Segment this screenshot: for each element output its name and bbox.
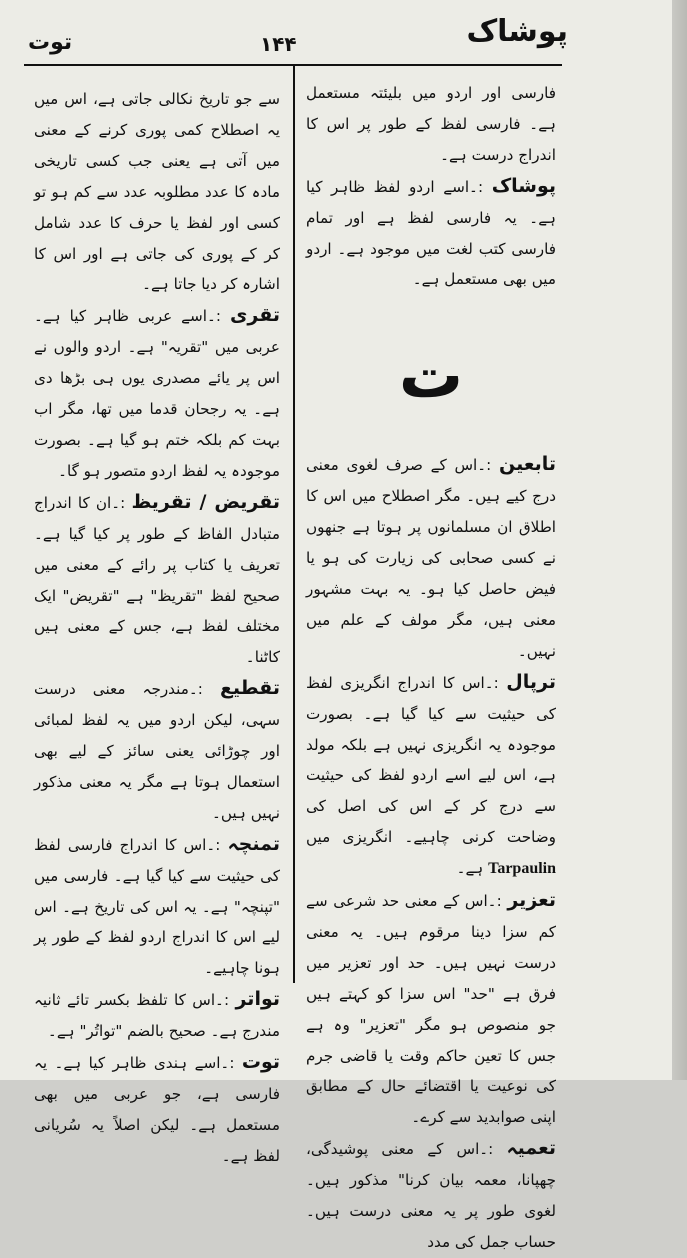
entry-headword: تقطیع xyxy=(219,677,280,700)
entry-text: :۔ان کا اندراج متبادل الفاظ کے طور پر کیا گیا ہے۔ تعریف یا کتاب پر رائے کے معنی میں صحیح لفظ "تقریظ" ہے "تقریض" ایک مختلف لفظ ہے، جس کے معنی ہیں کاٹنا۔ xyxy=(34,493,280,667)
entry-headword: تمنچہ xyxy=(227,832,280,855)
entry-headword: تعزیر xyxy=(507,889,556,912)
entry-text: :۔اس کے صرف لغوی معنی درج کیے ہیں۔ مگر اصطلاح میں اس کا اطلاق ان مسلمانوں پر ہوتا ہے جنھوں نے کسی صحابی کی زیارت کی ہو یا فیض حاصل کیا ہو۔ یہ بہت مشہور معنی ہیں، مگر مولف کے علم میں نہیں۔ xyxy=(306,456,556,660)
entry-headword: پوشاک xyxy=(491,174,557,197)
entry-tabiin xyxy=(306,449,556,666)
entry-tarpal xyxy=(306,667,556,885)
entry-tariif xyxy=(34,487,280,673)
right-column xyxy=(306,78,556,1258)
entry-continuation: فارسی اور اردو میں بلیئتہ مستعمل ہے۔ فارسی لفظ کے طور پر اس کا اندراج درست ہے۔ xyxy=(306,84,556,164)
english-word: Tarpaulin xyxy=(488,860,556,878)
entry-headword: تعمیہ xyxy=(506,1137,556,1160)
header-right-word: پوشاک xyxy=(466,14,568,49)
entry-toot xyxy=(34,1047,280,1172)
entry-text: :۔اس کا اندراج انگریزی لفظ کی حیثیت سے کیا گیا ہے۔ بصورت موجودہ یہ انگریزی نہیں ہے بلکہ مولد ہے، اس لیے اسے اردو لفظ کی حیثیت سے درج کر کے اس کی اصل کی وضاحت کرنی چاہیے۔ انگریزی میں xyxy=(306,673,556,847)
entry-text: :۔اس کے معنی پوشیدگی، چھپانا، معمہ بیان کرنا" مذکور ہیں۔ لغوی طور پر یہ معنی درست ہیں۔ حساب جمل کی مدد xyxy=(306,1140,556,1251)
header-left-word: توت xyxy=(28,30,73,55)
entry-headword: ترپال xyxy=(506,670,557,693)
entry-text: :۔اس کا تلفظ بکسر تائے ثانیہ مندرج ہے۔ صحیح بالضم "تواتُر" ہے۔ xyxy=(34,991,280,1041)
entry-text: :۔مندرجہ معنی درست سہی، لیکن اردو میں یہ لفظ لمبائی اور چوڑائی یعنی سائز کے لیے بھی استعمال ہوتا ہے مگر یہ معنی مذکور نہیں ہیں۔ xyxy=(34,680,280,822)
entry-poshak xyxy=(306,171,556,296)
entry-headword: تواتر xyxy=(235,988,280,1011)
entry-taqri xyxy=(34,300,280,486)
entry-taqtii xyxy=(34,673,280,829)
entry-headword: تقریض / تقریظ xyxy=(131,490,281,513)
running-header xyxy=(28,8,568,58)
entry-headword: تابعین xyxy=(499,453,556,476)
entry-continuation: سے جو تاریخ نکالی جاتی ہے، اس میں یہ اصطلاح کمی پوری کرنے کے معنی میں آتی ہے یعنی جب کسی تاریخی مادہ کا عدد مطلوبہ عدد سے کم ہو تو کسی اور لفظ یا حرف کا عدد شامل کر کے پوری کی جاتی ہے اور اس کا اشارہ کر دیا جاتا ہے۔ xyxy=(34,90,280,294)
column-divider xyxy=(293,66,295,983)
entry-text: :۔اس کے معنی حد شرعی سے کم سزا دینا مرقوم ہیں۔ یہ معنی درست نہیں ہیں۔ حد اور تعزیر میں فرق ہے "حد" اس سزا کو کہتے ہیں جو منصوص ہو مگر "تعزیر" وہ ہے جس کا تعین حاکم وقت یا قاضی جرم کی نوعیت یا اقتضائے حال کے مطابق اپنی صوابدید سے کرے۔ xyxy=(306,892,556,1127)
entry-text: :۔اسے عربی ظاہر کیا ہے۔ عربی میں "تقریہ" ہے۔ اردو والوں نے اس پر یائے مصدری یوں ہی بڑھا دی ہے۔ یہ رجحان قدما میں تھا، مگر اب بہت کم بلکہ ختم ہو گیا ہے۔ بصورت موجودہ یہ لفظ اردو متصور ہو گا۔ xyxy=(34,307,280,480)
entry-tawatur xyxy=(34,984,280,1047)
entry-tamiya xyxy=(306,1133,556,1258)
entry-headword: توت xyxy=(241,1051,280,1074)
entry-text: :۔اسے اردو لفظ ظاہر کیا ہے۔ یہ فارسی لفظ ہے اور تمام فارسی کتب لغت میں موجود ہے۔ اردو میں بھی مستعمل ہے۔ xyxy=(306,177,556,289)
section-letter: ت xyxy=(398,339,464,414)
entry-text: :۔اسے ہندی ظاہر کیا ہے۔ یہ فارسی ہے، جو عربی میں بھی مستعمل ہے۔ لیکن اصلاً یہ سُریانی لفظ ہے۔ xyxy=(34,1054,280,1165)
entry-tazir xyxy=(306,885,556,1133)
entry-text: :۔اس کا اندراج فارسی لفظ کی حیثیت سے کیا گیا ہے۔ فارسی میں "تپنچہ" ہے۔ یہ اس کی تاریخ ہے۔ اس لیے اس کا اندراج اردو لفظ کے طور پر ہونا چاہیے۔ xyxy=(34,835,280,978)
entry-headword: تقری xyxy=(229,304,281,327)
entry-text-tail: ہے۔ xyxy=(456,859,484,878)
entry-tamanche xyxy=(34,829,280,985)
page-edge xyxy=(672,0,687,1080)
page-number: ۱۴۴ xyxy=(260,32,297,56)
left-column xyxy=(34,84,280,1172)
